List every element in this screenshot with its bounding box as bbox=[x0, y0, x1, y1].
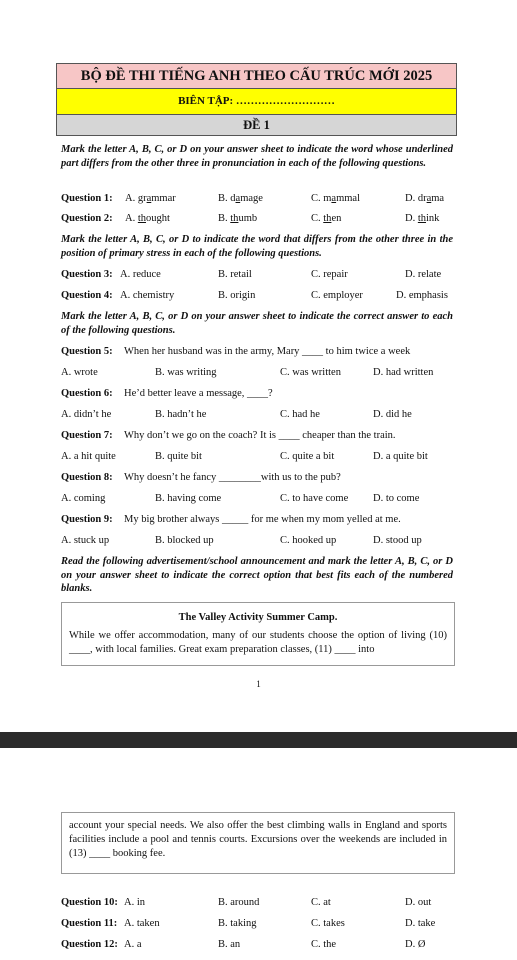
passage-title: The Valley Activity Summer Camp. bbox=[178, 612, 338, 623]
question-label: Question 9: bbox=[61, 514, 113, 525]
option-c: C. had he bbox=[280, 409, 320, 420]
option-b: B. quite bit bbox=[155, 451, 202, 462]
exam-title: BỘ ĐỀ THI TIẾNG ANH THEO CẤU TRÚC MỚI 2025 bbox=[56, 63, 457, 89]
exam-number: ĐỀ 1 bbox=[56, 115, 457, 136]
page-number: 1 bbox=[256, 679, 261, 689]
question-7-options bbox=[61, 450, 461, 464]
option-c: C. employer bbox=[311, 290, 363, 301]
option-a: A. taken bbox=[124, 918, 160, 929]
passage-box bbox=[61, 602, 455, 666]
question-label: Question 3: bbox=[61, 269, 113, 280]
option-d: D. did he bbox=[373, 409, 412, 420]
option-a: A. in bbox=[124, 897, 145, 908]
question-5-options bbox=[61, 366, 461, 380]
question-12 bbox=[61, 938, 461, 952]
question-2 bbox=[61, 212, 461, 226]
option-a: A. a hit quite bbox=[61, 451, 116, 462]
question-9-options bbox=[61, 534, 461, 548]
option-c: C. was written bbox=[280, 367, 341, 378]
option-b: B. damage bbox=[218, 193, 263, 204]
instruction-reading: Read the following advertisement/school announcement and mark the letter A, B, C, or D on your answer sheet to indicate the correct option that best fits each of the numbered blanks. bbox=[61, 556, 453, 594]
question-6-options bbox=[61, 408, 461, 422]
editor-line: BIÊN TẬP: ……………………… bbox=[56, 89, 457, 115]
option-a: A. didn’t he bbox=[61, 409, 112, 420]
option-c: C. to have come bbox=[280, 493, 349, 504]
option-b: B. retail bbox=[218, 269, 252, 280]
question-label: Question 8: bbox=[61, 472, 113, 483]
question-label: Question 7: bbox=[61, 430, 113, 441]
option-c: C. takes bbox=[311, 918, 345, 929]
question-label: Question 5: bbox=[61, 346, 113, 357]
option-c: C. repair bbox=[311, 269, 348, 280]
instruction-correct-answer: Mark the letter A, B, C, or D on your answer sheet to indicate the correct answer to each of the following questions. bbox=[61, 311, 453, 336]
passage-text: While we offer accommodation, many of our students choose the option of living (10) ____, with local families. Great exam preparation classes, (11) ____ into bbox=[69, 630, 447, 655]
option-d: D. emphasis bbox=[396, 290, 448, 301]
question-stem: My big brother always _____ for me when my mom yelled at me. bbox=[124, 514, 401, 525]
option-d: D. a quite bit bbox=[373, 451, 428, 462]
question-5-stem bbox=[61, 345, 461, 359]
option-b: B. having come bbox=[155, 493, 222, 504]
question-label: Question 6: bbox=[61, 388, 113, 399]
option-c: C. mammal bbox=[311, 193, 361, 204]
passage-text: account your special needs. We also offer the best climbing walls in England and sports facilities include a pool and tennis courts. Excursions over the weekends are included in (13) ____ booking fee. bbox=[69, 820, 447, 859]
option-a: A. coming bbox=[61, 493, 106, 504]
question-label: Question 12: bbox=[61, 939, 118, 950]
option-b: B. was writing bbox=[155, 367, 217, 378]
option-b: B. an bbox=[218, 939, 241, 950]
option-b: B. hadn’t he bbox=[155, 409, 207, 420]
option-d: D. out bbox=[405, 897, 432, 908]
option-d: D. relate bbox=[405, 269, 442, 280]
page-separator bbox=[0, 732, 517, 748]
question-label: Question 2: bbox=[61, 213, 113, 224]
option-a: A. reduce bbox=[120, 269, 161, 280]
option-d: D. Ø bbox=[405, 939, 426, 950]
question-label: Question 1: bbox=[61, 193, 113, 204]
option-c: C. the bbox=[311, 939, 337, 950]
question-8-stem bbox=[61, 471, 461, 485]
option-a: A. thought bbox=[125, 213, 170, 224]
option-d: D. stood up bbox=[373, 535, 422, 546]
question-11 bbox=[61, 917, 461, 931]
option-a: A. chemistry bbox=[120, 290, 175, 301]
option-b: B. blocked up bbox=[155, 535, 214, 546]
option-b: B. thumb bbox=[218, 213, 258, 224]
question-stem: When her husband was in the army, Mary ____ to him twice a week bbox=[124, 346, 411, 357]
question-10 bbox=[61, 896, 461, 910]
option-d: D. drama bbox=[405, 193, 445, 204]
question-4 bbox=[61, 289, 461, 303]
option-a: A. wrote bbox=[61, 367, 98, 378]
question-label: Question 10: bbox=[61, 897, 118, 908]
option-d: D. to come bbox=[373, 493, 420, 504]
question-7-stem bbox=[61, 429, 461, 443]
option-c: C. then bbox=[311, 213, 342, 224]
question-6-stem bbox=[61, 387, 461, 401]
question-stem: He’d better leave a message, ____? bbox=[124, 388, 273, 399]
option-c: C. hooked up bbox=[280, 535, 337, 546]
passage-box-continued bbox=[61, 812, 455, 874]
option-d: D. take bbox=[405, 918, 436, 929]
instruction-pronunciation: Mark the letter A, B, C, or D on your answer sheet to indicate the word whose underlined part differs from the other three in pronunciation in each of the following questions. bbox=[61, 144, 453, 169]
question-9-stem bbox=[61, 513, 461, 527]
question-stem: Why don’t we go on the coach? It is ____ cheaper than the train. bbox=[124, 430, 396, 441]
option-a: A. grammar bbox=[125, 193, 176, 204]
question-1 bbox=[61, 192, 461, 206]
option-b: B. around bbox=[218, 897, 260, 908]
question-label: Question 11: bbox=[61, 918, 118, 929]
instruction-stress: Mark the letter A, B, C, or D to indicate the word that differs from the other three in the position of primary stress in each of the following questions. bbox=[61, 234, 453, 259]
option-d: D. think bbox=[405, 213, 440, 224]
question-3 bbox=[61, 268, 461, 282]
question-label: Question 4: bbox=[61, 290, 113, 301]
option-b: B. origin bbox=[218, 290, 256, 301]
option-a: A. stuck up bbox=[61, 535, 110, 546]
question-stem: Why doesn’t he fancy ________with us to the pub? bbox=[124, 472, 341, 483]
option-a: A. a bbox=[124, 939, 142, 950]
option-d: D. had written bbox=[373, 367, 434, 378]
option-b: B. taking bbox=[218, 918, 257, 929]
option-c: C. at bbox=[311, 897, 331, 908]
question-8-options bbox=[61, 492, 461, 506]
option-c: C. quite a bit bbox=[280, 451, 335, 462]
